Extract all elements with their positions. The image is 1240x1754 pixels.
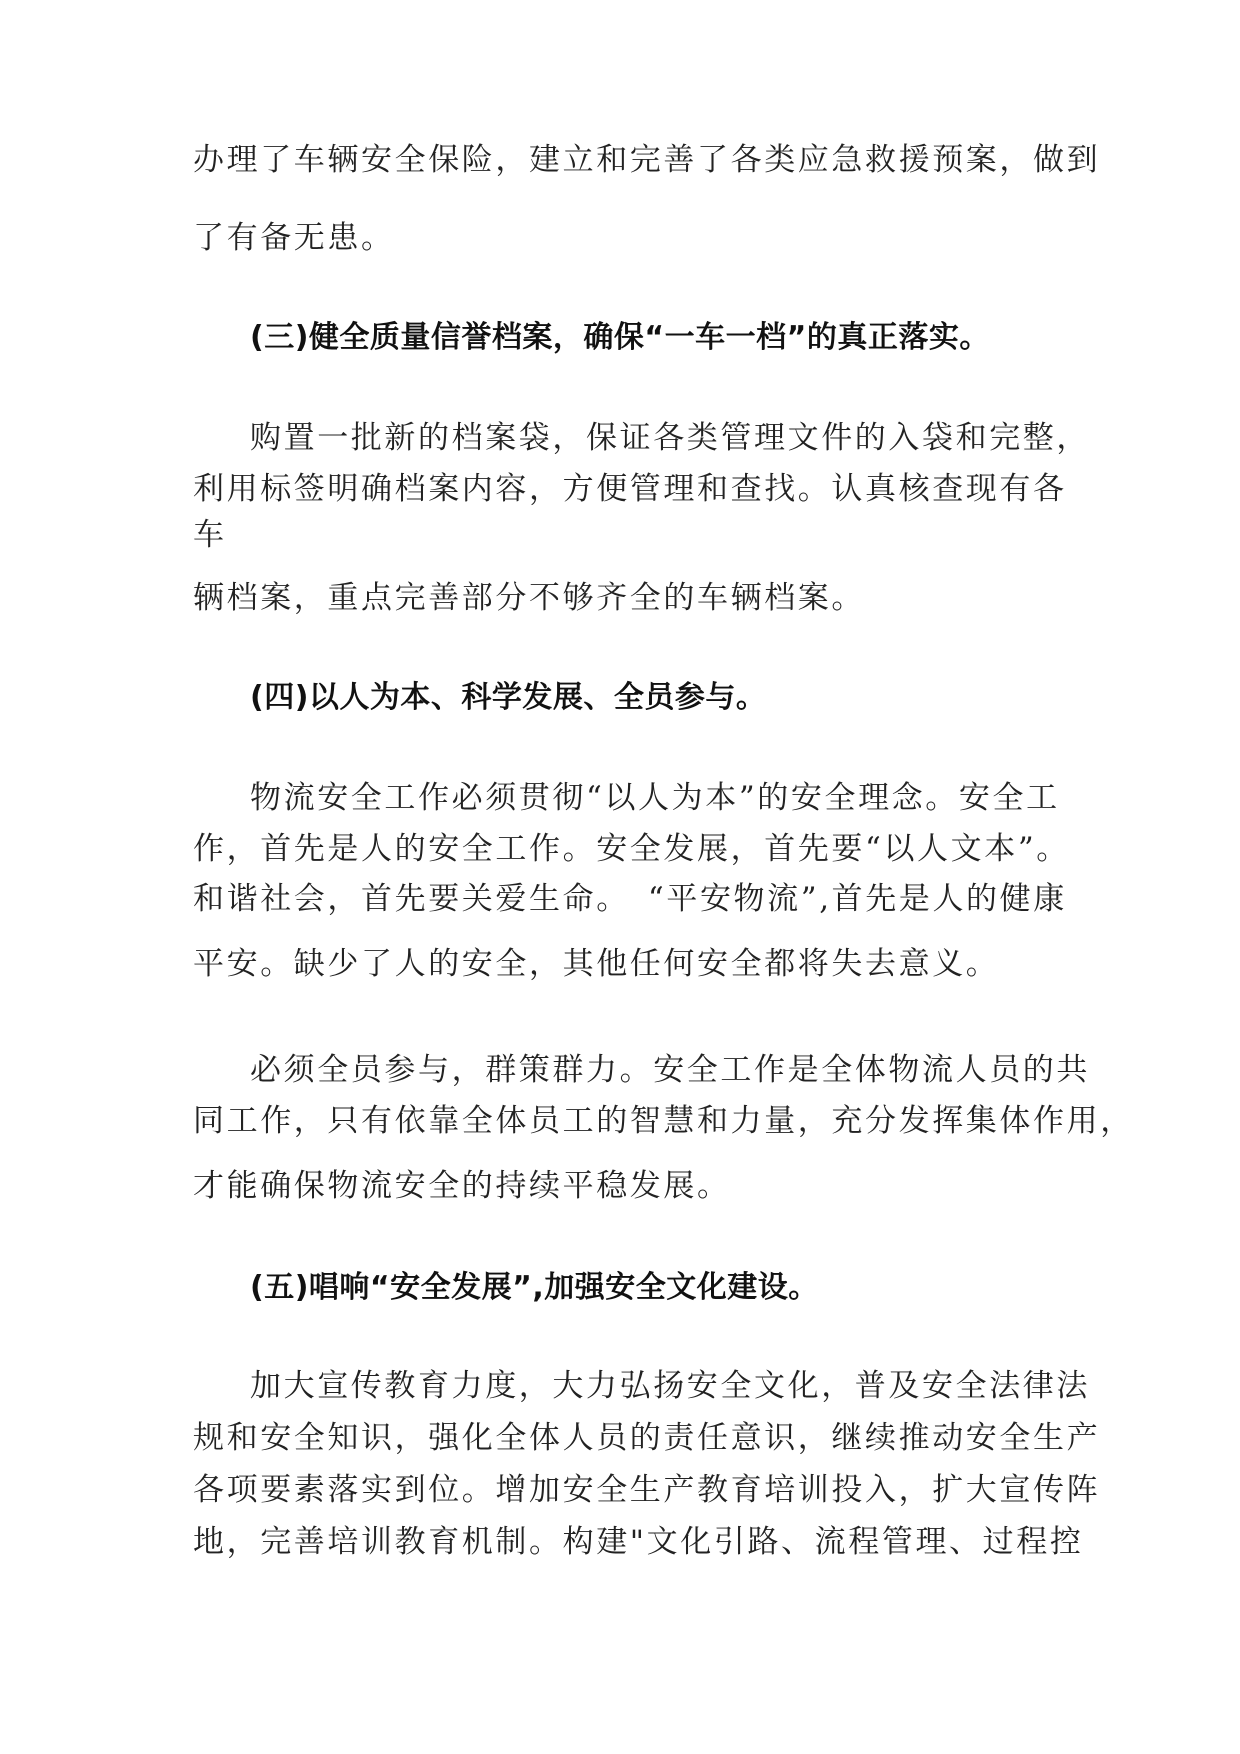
paragraph-line: 辆档案，重点完善部分不够齐全的车辆档案。 xyxy=(193,580,865,616)
paragraph-line: 和谐社会，首先要关爱生命。 “平安物流”,首先是人的健康 xyxy=(193,881,1067,917)
paragraph-line: 办理了车辆安全保险，建立和完善了各类应急救援预案，做到 xyxy=(193,142,1101,178)
section-heading-3: (三)健全质量信誉档案，确保“一车一档”的真正落实。 xyxy=(250,320,990,355)
paragraph-line: 地，完善培训教育机制。构建"文化引路、流程管理、过程控 xyxy=(193,1524,1084,1560)
paragraph-line: 作，首先是人的安全工作。安全发展，首先要“以人文本”。 xyxy=(193,831,1070,867)
paragraph-line: 加大宣传教育力度，大力弘扬安全文化，普及安全法律法 xyxy=(250,1368,1090,1404)
paragraph-line: 才能确保物流安全的持续平稳发展。 xyxy=(193,1168,731,1204)
paragraph-line: 物流安全工作必须贯彻“以人为本”的安全理念。安全工 xyxy=(250,780,1060,816)
paragraph-line: 各项要素落实到位。增加安全生产教育培训投入，扩大宣传阵 xyxy=(193,1472,1101,1508)
paragraph-line: 规和安全知识，强化全体人员的责任意识，继续推动安全生产 xyxy=(193,1420,1101,1456)
paragraph-line: 利用标签明确档案内容，方便管理和查找。认真核查现有各 xyxy=(193,471,1067,507)
section-heading-4: (四)以人为本、科学发展、全员参与。 xyxy=(250,680,767,715)
paragraph-line: 必须全员参与，群策群力。安全工作是全体物流人员的共 xyxy=(250,1052,1090,1088)
paragraph-line: 平安。缺少了人的安全，其他任何安全都将失去意义。 xyxy=(193,946,1000,982)
paragraph-line: 同工作，只有依靠全体员工的智慧和力量，充分发挥集体作用， xyxy=(193,1103,1134,1139)
section-heading-5: (五)唱响“安全发展”,加强安全文化建设。 xyxy=(250,1270,819,1305)
paragraph-line: 了有备无患。 xyxy=(193,220,395,256)
paragraph-line: 购置一批新的档案袋，保证各类管理文件的入袋和完整， xyxy=(250,420,1090,456)
paragraph-line: 车 xyxy=(193,517,227,553)
